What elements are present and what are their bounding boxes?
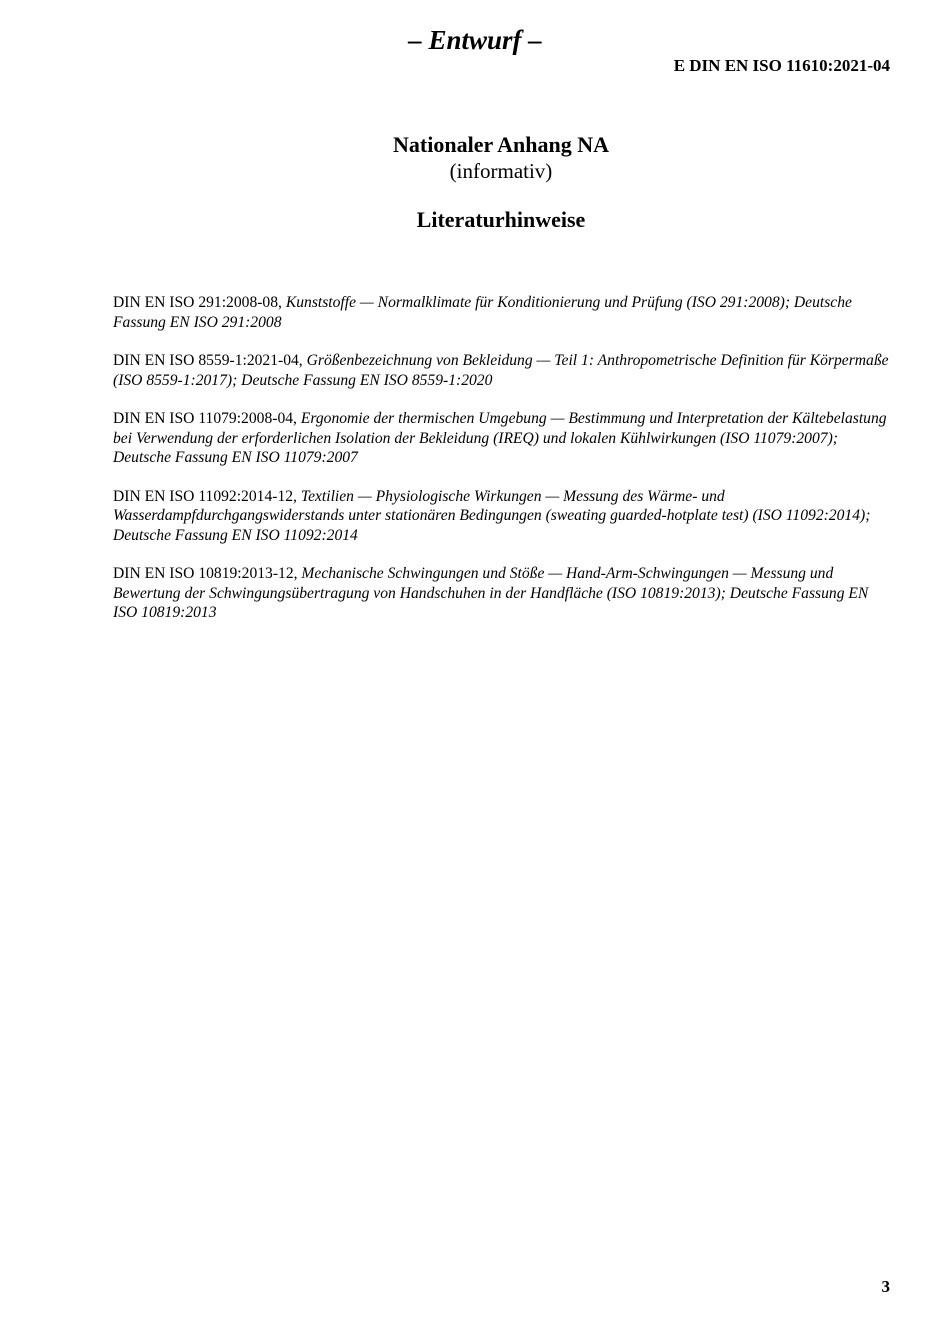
reference-designation: DIN EN ISO 11079:2008-04, — [113, 410, 301, 427]
section-title: Literaturhinweise — [416, 207, 586, 232]
reference-designation: DIN EN ISO 10819:2013-12, — [113, 565, 302, 582]
draft-label: – Entwurf – — [408, 25, 542, 55]
reference-designation: DIN EN ISO 8559-1:2021-04, — [113, 352, 307, 369]
page-number: 3 — [881, 1277, 890, 1296]
document-id: E DIN EN ISO 11610:2021-04 — [673, 56, 890, 75]
reference-designation: DIN EN ISO 11092:2014-12, — [113, 487, 301, 505]
reference-title: Kunststoffe — Normalklimate für Konditionierung und Prüfung (ISO 291:2008); Deutsche Fassung EN ISO 291:2008 — [113, 294, 852, 331]
reference-item — [113, 564, 893, 623]
reference-title: Größenbezeichnung von Bekleidung — Teil 1: Anthropometrische Definition für Körpermaße (ISO 8559-1:2017); Deutsche Fassung EN ISO 8559-1:2020 — [113, 352, 889, 389]
reference-item — [113, 409, 893, 468]
reference-designation: DIN EN ISO 291:2008-08, — [113, 294, 286, 311]
reference-list — [113, 293, 893, 642]
reference-item — [113, 293, 893, 332]
reference-item — [113, 487, 893, 546]
reference-title: Textilien — Physiologische Wirkungen — Messung des Wärme- und Wasserdampfdurchgangswiderstands unter stationären Bedingungen (sweating guarded-hotplate test) (ISO 11092:2014); Deutsche Fassung EN ISO 11092:2014 — [113, 487, 871, 544]
annex-subtitle: (informativ) — [449, 159, 553, 183]
reference-item — [113, 351, 893, 390]
reference-title: Mechanische Schwingungen und Stöße — Hand-Arm-Schwingungen — Messung und Bewertung der Schwingungsübertragung von Handschuhen in der Handfläche (ISO 10819:2013); Deutsche Fassung EN ISO 10819:2013 — [113, 565, 869, 621]
reference-title: Ergonomie der thermischen Umgebung — Bestimmung und Interpretation der Kältebelastung bei Verwendung der erforderlichen Isolation der Bekleidung (IREQ) und lokalen Kühlwirkungen (ISO 11079:2007); Deutsche Fassung EN ISO 11079:2007 — [113, 410, 887, 466]
annex-title: Nationaler Anhang NA — [393, 132, 609, 157]
